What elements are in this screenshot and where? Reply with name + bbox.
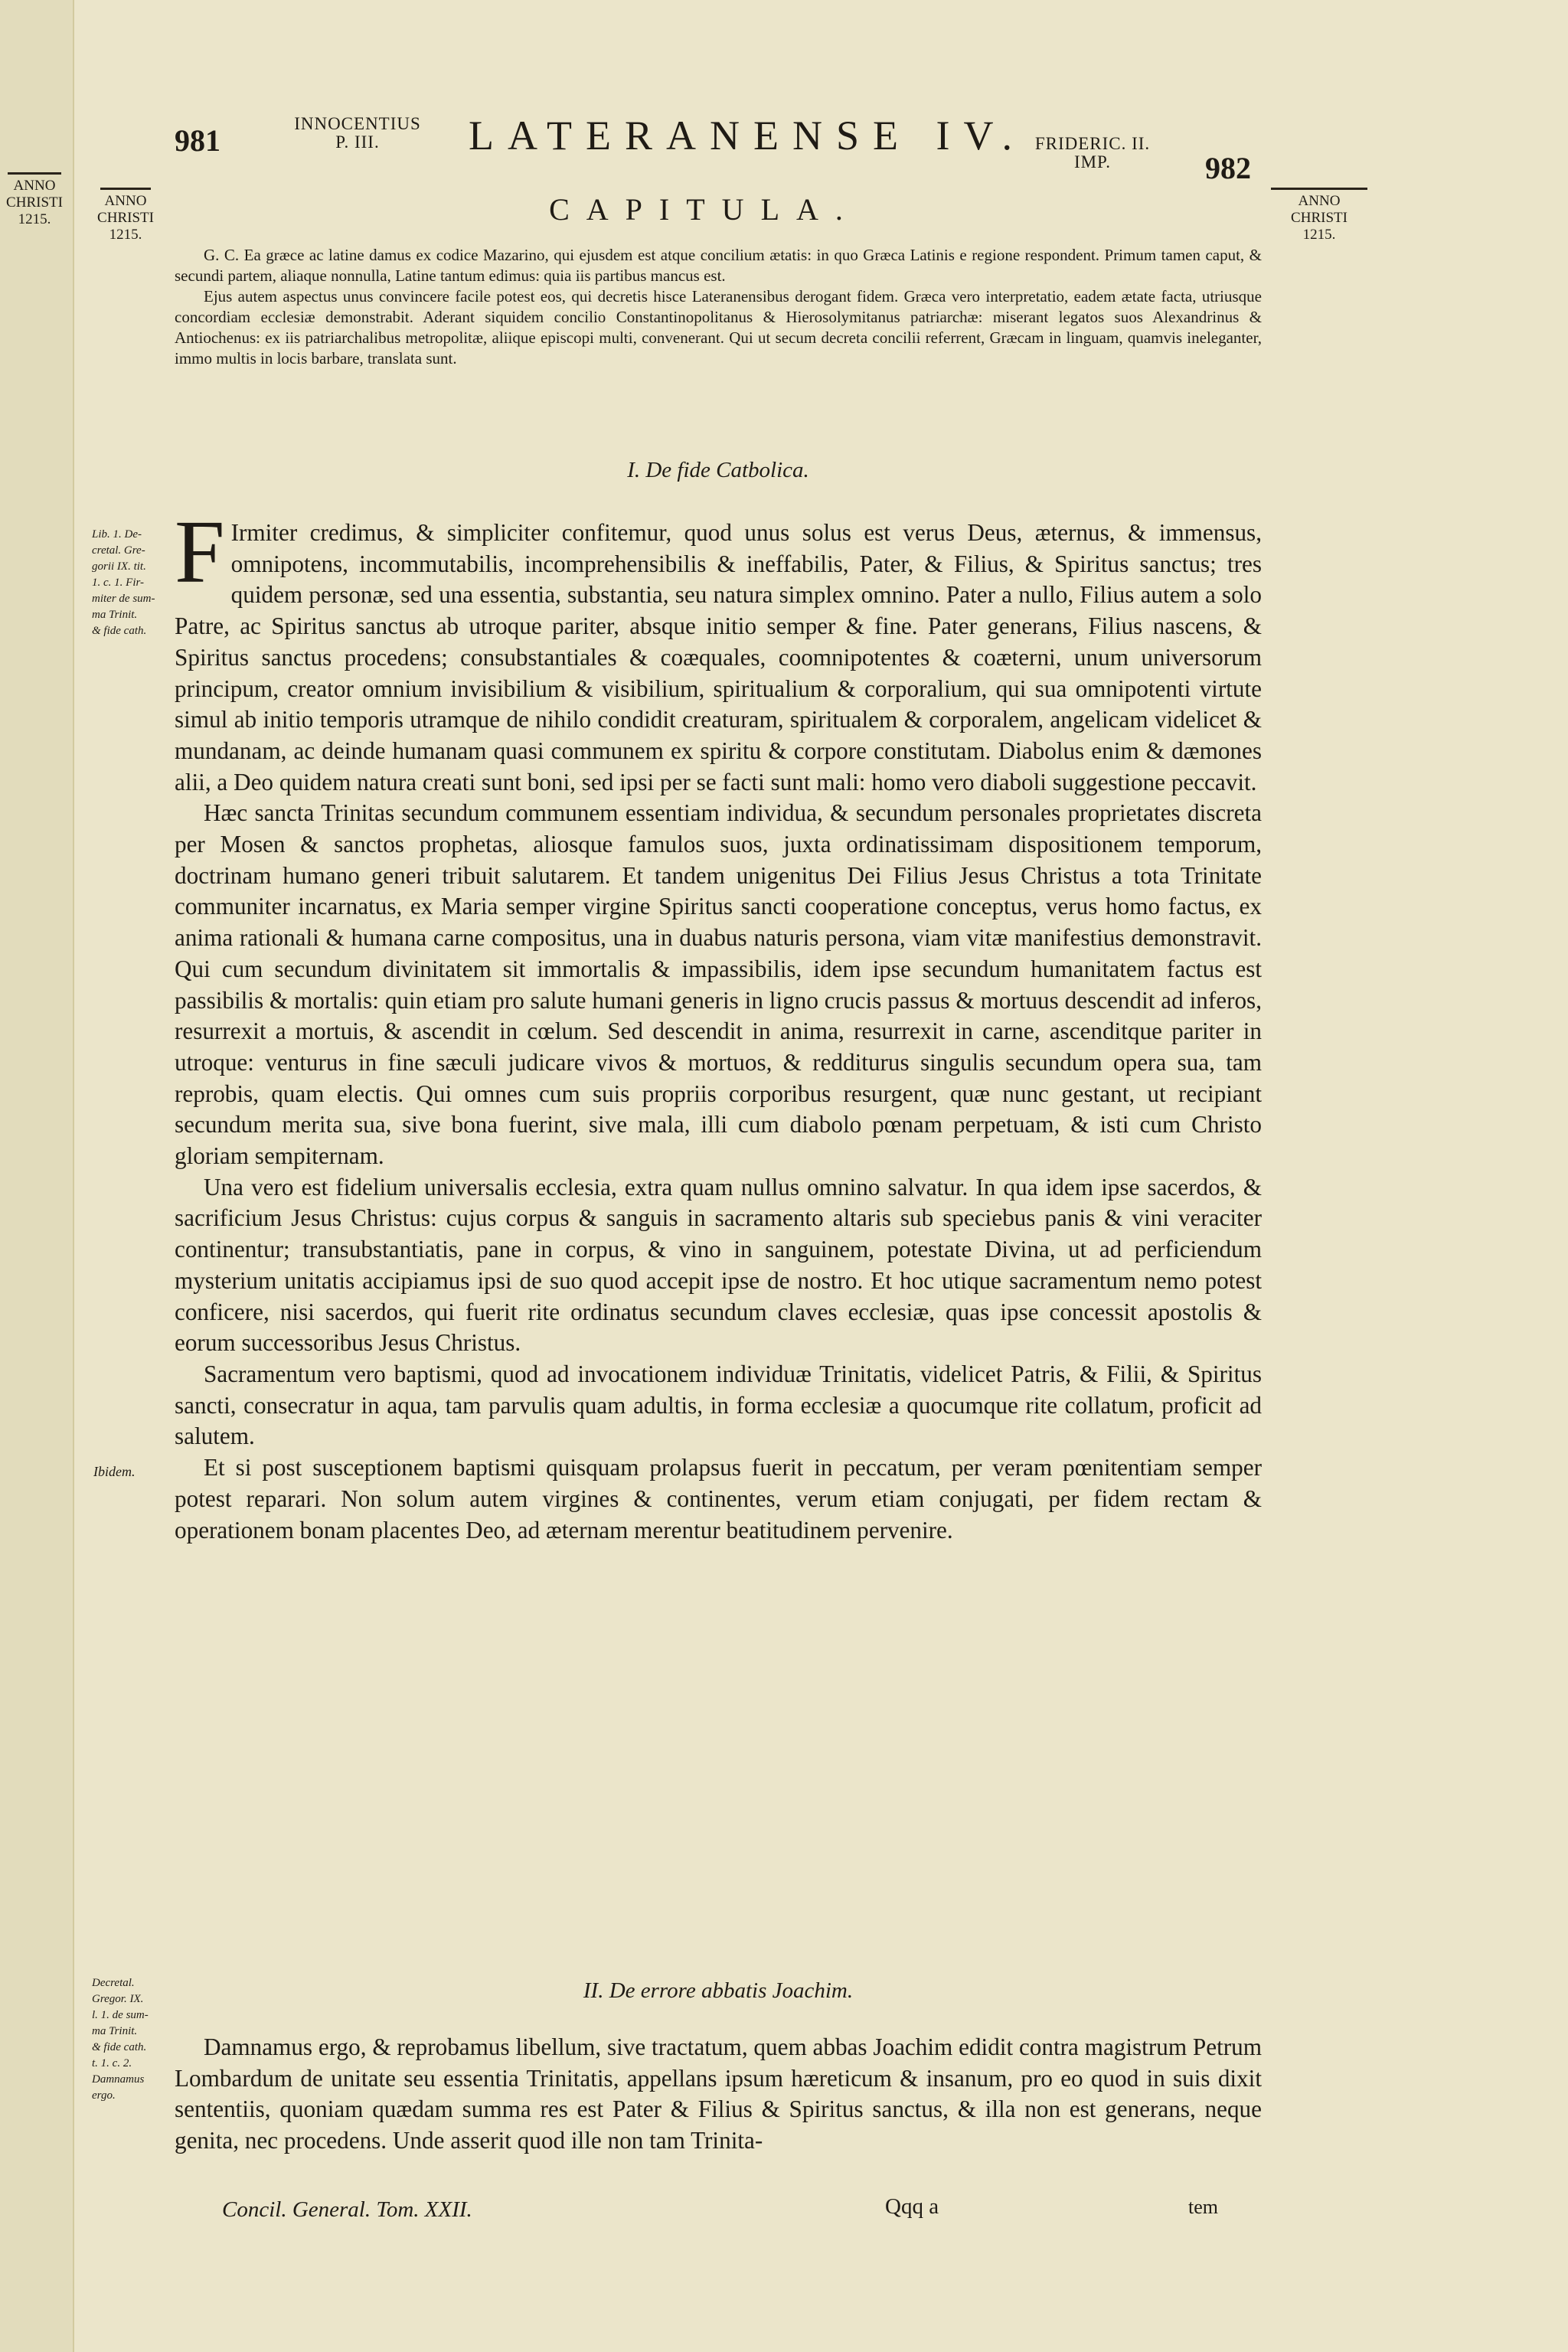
margin-note-line: & fide cath. <box>92 2041 147 2053</box>
margin-note-line: cretal. Gre- <box>92 544 145 557</box>
margin-note-line: t. 1. c. 2. <box>92 2057 132 2069</box>
margin-note-line: Damnamus <box>92 2073 145 2086</box>
emperor-title: IMP. <box>1073 152 1112 172</box>
drop-cap: F <box>175 501 225 602</box>
chapter-1-paragraph-2: Hæc sancta Trinitas secundum communem essentiam individua, & secundum personales proprietates discreta per Mosen & sanctos prophetas, aliosque famulos suos, juxta ordinatissimam dispositionem temporum, doctrinam humano generi tribuit salutarem. Et tandem unigenitus Dei Filius Jesus Christus a tota Trinitate communiter incarnatus, ex Maria semper virgine Spiritus sancti cooperatione conceptus, verus homo factus, ex anima rationali & humana carne compositus, una in duabus naturis persona, viam vitæ manifestius demonstravit. Qui cum secundum divinitatem sit immortalis & impassibilis, idem ipse secundum humanitatem factus est passibilis & mortalis: quin etiam pro salute humani generis in ligno crucis passus & mortuus descendit ad inferos, resurrexit a mortuis, & ascendit in cœlum. Sed descendit in anima, resurrexit in carne, ascenditque pariter in utroque: venturus in fine sæculi judicare vivos & mortuos, & redditurus singulis secundum opera sua, tam reprobis, quam electis. Qui omnes cum suis propriis corporibus resurgent, quæ nunc gestant, ut recipiant secundum merita sua, sive bona fuerint, sive mala, illi cum diabolo pœnam perpetuam, & isti cum Christo gloriam sempiternam. <box>175 799 1262 1170</box>
section-heading: CAPITULA. <box>549 192 860 227</box>
margin-note-line: l. 1. de sum- <box>92 2009 149 2021</box>
anno-year: 1215. <box>18 211 51 227</box>
footer-volume: Concil. General. Tom. XXII. <box>222 2197 472 2222</box>
emperor-name: FRIDERIC. II. <box>1034 134 1151 153</box>
margin-note-line: ma Trinit. <box>92 2025 138 2037</box>
anno-left-outer <box>3 172 66 228</box>
pope-number: P. III. <box>335 132 380 152</box>
anno-label: ANNO <box>13 178 56 194</box>
column-number-right: 982 <box>1205 151 1251 185</box>
chapter-1-paragraph-4: Sacramentum vero baptismi, quod ad invocationem individuæ Trinitatis, videlicet Patris, & Filii, & Spiritus sancti, consecratur in aqua, tam parvulis quam adultis, in forma ecclesiæ a quocumque rite collatum, proficit ad salutem. <box>175 1360 1262 1450</box>
anno-label: CHRISTI <box>1291 210 1348 226</box>
pope-name: INNOCENTIUS <box>294 114 421 133</box>
chapter-2-paragraph-1: Damnamus ergo, & reprobamus libellum, sive tractatum, quem abbas Joachim edidit contra magistrum Petrum Lombardum de unitate seu essentia Trinitatis, appellans ipsum hæreticum & insanum, pro eo quod in suis dixit sententiis, quoniam quædam summa res est Pater & Filius & Spiritus sanctus, & illa non est generans, neque genita, nec procedens. Unde asserit quod ille non tam Trinita- <box>175 2034 1262 2154</box>
margin-note-line: ergo. <box>92 2089 116 2102</box>
margin-note-line: & fide cath. <box>92 625 147 637</box>
chapter-2-text <box>175 2032 1262 2157</box>
anno-rule <box>100 188 151 190</box>
anno-year: 1215. <box>109 227 142 243</box>
margin-note-line: Decretal. <box>92 1977 135 1989</box>
margin-note-line: Gregor. IX. <box>92 1993 144 2005</box>
running-head-emperor <box>1012 135 1173 172</box>
margin-note-line: miter de sum- <box>92 593 155 605</box>
margin-note-line: gorii IX. tit. <box>92 560 146 573</box>
margin-note-line: ma Trinit. <box>92 609 138 621</box>
chapter-1-text <box>175 501 1262 1546</box>
footer-catchword: tem <box>1188 2196 1218 2218</box>
anno-right <box>1269 188 1369 243</box>
margin-note-line: 1. c. 1. Fir- <box>92 577 145 589</box>
anno-label: ANNO <box>1298 193 1341 209</box>
anno-rule <box>8 172 61 175</box>
footer-signature: Qqq a <box>885 2194 939 2219</box>
chapter-1-paragraph-1 <box>175 501 1262 798</box>
anno-label: ANNO <box>104 193 147 209</box>
anno-left-inner <box>92 188 159 243</box>
chapter-1-paragraph-5: Et si post susceptionem baptismi quisquam prolapsus fuerit in peccatum, per veram pœnitentiam semper potest reparari. Non solum autem virgines & continentes, verum etiam conjugati, per fidem rectam & operationem bonam placentes Deo, ad æternam merentur beatitudinem pervenire. <box>175 1454 1262 1544</box>
chapter-2-heading: II. De errore abbatis Joachim. <box>583 1978 854 2003</box>
intro-note <box>175 245 1262 369</box>
intro-paragraph: Ejus autem aspectus unus convincere facile potest eos, qui decretis hisce Lateranensibus derogant fidem. Græca vero interpretatio, eadem ætate facta, utriusque concordiam ecclesiæ demonstrabit. Aderant siquidem concilio Constantinopolitanus & Hierosolymitanus patriarchæ: miserant legatos suos Alexandrinus & Antiochenus: ex iis patriarchalibus metropolitæ, aliique episcopi multi, convenerant. Qui ut secum decreta concilii referrent, Græcam in linguam, quamvis ineleganter, immo multis in locis barbare, translata sunt. <box>175 287 1262 368</box>
book-gutter-edge <box>0 0 74 2352</box>
margin-note-decretal-2 <box>92 1975 168 2104</box>
running-title: LATERANENSE IV. <box>469 113 1026 158</box>
intro-paragraph: G. C. Ea græce ac latine damus ex codice Mazarino, qui ejusdem est atque concilium ætatis: in quo Græca Latinis e regione respondent. Primum tamen caput, & secundi partem, aliaque nonnulla, Latine tantum edimus: quia iis partibus mancus est. <box>175 246 1262 285</box>
paragraph-text: Irmiter credimus, & simpliciter confitemur, quod unus solus est verus Deus, æternus, & immensus, omnipotens, incommutabilis, incomprehensibilis & ineffabilis, Pater, & Filius, & Spiritus sanctus; tres quidem personæ, sed una essentia, substantia, seu natura simplex omnino. Pater a nullo, Filius autem a solo Patre, ac Spiritus sanctus ab utroque pariter, absque initio semper & fine. Pater generans, Filius nascens, & Spiritus sanctus procedens; consubstantiales & coæquales, coomnipotentes & coæterni, unum universorum principum, creator omnium invisibilium & visibilium, spiritualium & corporalium, qui sua omnipotenti virtute simul ab initio temporis utramque de nihilo condidit creaturam, spiritualem & corporalem, angelicam videlicet & mundanam, ac deinde humanam quasi communem ex spiritu & corpore constitutam. Diabolus enim & dæmones alii, a Deo quidem natura creati sunt boni, sed ipsi per se facti sunt mali: homo vero diaboli suggestione peccavit. <box>175 519 1262 795</box>
anno-label: CHRISTI <box>6 194 63 211</box>
chapter-1-paragraph-3: Una vero est fidelium universalis ecclesia, extra quam nullus omnino salvatur. In qua idem ipse sacerdos, & sacrificium Jesus Christus: cujus corpus & sanguis in sacramento altaris sub speciebus panis & vini veraciter continentur; transubstantiatis, pane in corpus, & vino in sanguinem, potestate Divina, ut ad perficiendum mysterium unitatis accipiamus ipsi de suo quod accepit ipse de nostro. Et hoc utique sacramentum nemo potest conficere, nisi sacerdos, qui fuerit rite ordinatus secundum claves ecclesiæ, quas ipse concessit apostolis & eorum successoribus Jesus Christus. <box>175 1173 1262 1357</box>
running-head-pope <box>277 115 438 152</box>
anno-rule <box>1271 188 1367 190</box>
column-number-left: 981 <box>175 123 220 158</box>
margin-note-decretal-1 <box>92 527 168 639</box>
margin-note-line: Lib. 1. De- <box>92 528 142 541</box>
anno-year: 1215. <box>1302 227 1336 243</box>
chapter-1-heading: I. De fide Catbolica. <box>627 458 809 482</box>
anno-label: CHRISTI <box>97 210 154 226</box>
margin-note-ibidem: Ibidem. <box>93 1464 136 1479</box>
